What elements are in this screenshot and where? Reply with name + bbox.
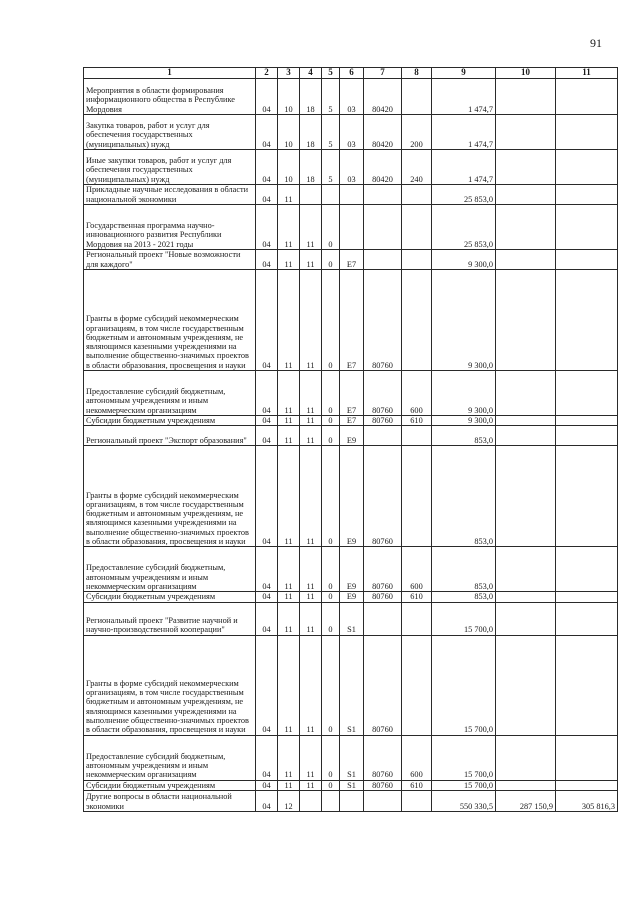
subsection-code: 11: [278, 446, 300, 547]
project-code: S1: [340, 735, 364, 780]
amount-col-11: [556, 426, 618, 446]
subsection-code: 11: [278, 602, 300, 635]
amount-col-10: [496, 780, 556, 790]
table-row: [84, 735, 618, 780]
project-code: S1: [340, 780, 364, 790]
amount-col-9: 25 853,0: [432, 185, 496, 205]
amount-col-9: 550 330,5: [432, 790, 496, 811]
table-row: [84, 426, 618, 446]
row-name: Предоставление субсидий бюджетным, автономным учреждениям и иным некоммерческим организациям: [84, 371, 256, 416]
project-code: Е9: [340, 446, 364, 547]
amount-col-9: 853,0: [432, 547, 496, 592]
column-header: 2: [256, 68, 278, 79]
expense-type-code: 200: [402, 115, 432, 150]
amount-col-11: [556, 635, 618, 735]
expense-type-code: [402, 635, 432, 735]
subsection-code: 11: [278, 205, 300, 250]
expense-type-code: 600: [402, 547, 432, 592]
amount-col-9: 1 474,7: [432, 115, 496, 150]
target-code: [364, 790, 402, 811]
row-name: Гранты в форме субсидий некоммерческим организациям, в том числе государственным бюджетным и автономным учреждениям, не являющимся казенными учреждениями на выполнение общественно-значимых проектов в области образования, просвещения и науки: [84, 270, 256, 371]
subprogram-code: 5: [322, 115, 340, 150]
amount-col-9: 9 300,0: [432, 416, 496, 426]
row-name: Закупка товаров, работ и услуг для обеспечения государственных (муниципальных) нужд: [84, 115, 256, 150]
column-header: 1: [84, 68, 256, 79]
column-header: 8: [402, 68, 432, 79]
subprogram-code: 0: [322, 426, 340, 446]
program-code: 11: [300, 250, 322, 270]
amount-col-9: 853,0: [432, 446, 496, 547]
subsection-code: 12: [278, 790, 300, 811]
expense-type-code: 610: [402, 780, 432, 790]
amount-col-9: 9 300,0: [432, 371, 496, 416]
section-code: 04: [256, 250, 278, 270]
section-code: 04: [256, 592, 278, 602]
amount-col-10: [496, 446, 556, 547]
amount-col-10: [496, 426, 556, 446]
section-code: 04: [256, 602, 278, 635]
program-code: 11: [300, 371, 322, 416]
section-code: 04: [256, 371, 278, 416]
target-code: 80760: [364, 592, 402, 602]
amount-col-11: [556, 205, 618, 250]
table-row: [84, 270, 618, 371]
amount-col-10: [496, 79, 556, 115]
column-header: 7: [364, 68, 402, 79]
row-name: Региональный проект "Новые возможности для каждого": [84, 250, 256, 270]
subsection-code: 11: [278, 547, 300, 592]
subprogram-code: 0: [322, 547, 340, 592]
amount-col-9: 25 853,0: [432, 205, 496, 250]
amount-col-10: [496, 150, 556, 185]
table-row: [84, 79, 618, 115]
subprogram-code: 0: [322, 735, 340, 780]
project-code: Е7: [340, 270, 364, 371]
section-code: 04: [256, 780, 278, 790]
target-code: 80760: [364, 371, 402, 416]
program-code: 11: [300, 416, 322, 426]
amount-col-11: [556, 79, 618, 115]
subsection-code: 11: [278, 416, 300, 426]
subprogram-code: 5: [322, 150, 340, 185]
row-name: Мероприятия в области формирования информационного общества в Республике Мордовия: [84, 79, 256, 115]
amount-col-10: [496, 250, 556, 270]
amount-col-9: 15 700,0: [432, 735, 496, 780]
amount-col-9: 15 700,0: [432, 602, 496, 635]
program-code: [300, 790, 322, 811]
column-header: 6: [340, 68, 364, 79]
subprogram-code: 5: [322, 79, 340, 115]
section-code: 04: [256, 426, 278, 446]
target-code: [364, 250, 402, 270]
target-code: 80420: [364, 79, 402, 115]
section-code: 04: [256, 270, 278, 371]
subprogram-code: [322, 185, 340, 205]
subprogram-code: 0: [322, 446, 340, 547]
row-name: Прикладные научные исследования в области национальной экономики: [84, 185, 256, 205]
expense-type-code: [402, 250, 432, 270]
subsection-code: 11: [278, 780, 300, 790]
subsection-code: 11: [278, 270, 300, 371]
subprogram-code: 0: [322, 250, 340, 270]
program-code: 11: [300, 547, 322, 592]
program-code: 18: [300, 115, 322, 150]
amount-col-9: 15 700,0: [432, 635, 496, 735]
expense-type-code: [402, 205, 432, 250]
amount-col-11: [556, 250, 618, 270]
target-code: 80760: [364, 635, 402, 735]
subprogram-code: 0: [322, 270, 340, 371]
row-name: Предоставление субсидий бюджетным, автономным учреждениям и иным некоммерческим организациям: [84, 547, 256, 592]
amount-col-10: [496, 115, 556, 150]
amount-col-11: [556, 185, 618, 205]
amount-col-10: [496, 416, 556, 426]
target-code: [364, 205, 402, 250]
amount-col-11: [556, 592, 618, 602]
amount-col-10: [496, 547, 556, 592]
column-header: 5: [322, 68, 340, 79]
amount-col-11: [556, 270, 618, 371]
budget-table: [83, 67, 618, 812]
table-header-row: [84, 68, 618, 79]
amount-col-9: 1 474,7: [432, 79, 496, 115]
subsection-code: 11: [278, 250, 300, 270]
section-code: 04: [256, 150, 278, 185]
expense-type-code: [402, 790, 432, 811]
project-code: 03: [340, 79, 364, 115]
project-code: [340, 205, 364, 250]
program-code: [300, 185, 322, 205]
amount-col-11: [556, 150, 618, 185]
section-code: 04: [256, 790, 278, 811]
column-header: 4: [300, 68, 322, 79]
amount-col-11: [556, 371, 618, 416]
amount-col-11: 305 816,3: [556, 790, 618, 811]
target-code: 80420: [364, 115, 402, 150]
subprogram-code: [322, 790, 340, 811]
target-code: [364, 602, 402, 635]
table-row: [84, 150, 618, 185]
amount-col-11: [556, 547, 618, 592]
project-code: Е9: [340, 426, 364, 446]
target-code: 80760: [364, 416, 402, 426]
subsection-code: 11: [278, 735, 300, 780]
target-code: 80760: [364, 735, 402, 780]
target-code: 80760: [364, 780, 402, 790]
row-name: Гранты в форме субсидий некоммерческим организациям, в том числе государственным бюджетным и автономным учреждениям, не являющимся казенными учреждениями на выполнение общественно-значимых проектов в области образования, просвещения и науки: [84, 635, 256, 735]
table-body: [84, 79, 618, 812]
amount-col-11: [556, 416, 618, 426]
program-code: 11: [300, 270, 322, 371]
row-name: Субсидии бюджетным учреждениям: [84, 592, 256, 602]
program-code: 18: [300, 79, 322, 115]
amount-col-11: [556, 446, 618, 547]
amount-col-9: 853,0: [432, 592, 496, 602]
expense-type-code: 600: [402, 735, 432, 780]
target-code: 80760: [364, 547, 402, 592]
subprogram-code: 0: [322, 602, 340, 635]
project-code: S1: [340, 635, 364, 735]
expense-type-code: [402, 426, 432, 446]
row-name: Гранты в форме субсидий некоммерческим организациям, в том числе государственным бюджетным и автономным учреждениям, не являющимся казенными учреждениями на выполнение общественно-значимых проектов в области образования, просвещения и науки: [84, 446, 256, 547]
column-header: 10: [496, 68, 556, 79]
project-code: Е7: [340, 250, 364, 270]
subsection-code: 11: [278, 635, 300, 735]
expense-type-code: [402, 185, 432, 205]
subprogram-code: 0: [322, 635, 340, 735]
program-code: 11: [300, 602, 322, 635]
table-row: [84, 446, 618, 547]
section-code: 04: [256, 635, 278, 735]
program-code: 18: [300, 150, 322, 185]
program-code: 11: [300, 780, 322, 790]
subprogram-code: 0: [322, 205, 340, 250]
subsection-code: 10: [278, 150, 300, 185]
amount-col-10: [496, 185, 556, 205]
row-name: Региональный проект "Развитие научной и научно-производственной кооперации": [84, 602, 256, 635]
expense-type-code: [402, 602, 432, 635]
subsection-code: 11: [278, 185, 300, 205]
amount-col-11: [556, 780, 618, 790]
amount-col-10: [496, 602, 556, 635]
project-code: 03: [340, 115, 364, 150]
row-name: Другие вопросы в области национальной экономики: [84, 790, 256, 811]
expense-type-code: [402, 79, 432, 115]
target-code: [364, 185, 402, 205]
amount-col-10: [496, 270, 556, 371]
project-code: [340, 790, 364, 811]
project-code: Е7: [340, 371, 364, 416]
project-code: 03: [340, 150, 364, 185]
table-row: [84, 780, 618, 790]
amount-col-9: 9 300,0: [432, 270, 496, 371]
target-code: [364, 426, 402, 446]
amount-col-11: [556, 115, 618, 150]
subprogram-code: 0: [322, 371, 340, 416]
section-code: 04: [256, 446, 278, 547]
amount-col-11: [556, 602, 618, 635]
column-header: 11: [556, 68, 618, 79]
table-row: [84, 790, 618, 811]
program-code: 11: [300, 635, 322, 735]
section-code: 04: [256, 115, 278, 150]
expense-type-code: 240: [402, 150, 432, 185]
amount-col-9: 9 300,0: [432, 250, 496, 270]
row-name: Региональный проект "Экспорт образования": [84, 426, 256, 446]
subprogram-code: 0: [322, 416, 340, 426]
amount-col-9: 15 700,0: [432, 780, 496, 790]
section-code: 04: [256, 416, 278, 426]
subsection-code: 11: [278, 592, 300, 602]
subprogram-code: 0: [322, 780, 340, 790]
amount-col-10: [496, 735, 556, 780]
row-name: Государственная программа научно-инновационного развития Республики Мордовия на 2013 - 2021 годы: [84, 205, 256, 250]
row-name: Субсидии бюджетным учреждениям: [84, 780, 256, 790]
section-code: 04: [256, 547, 278, 592]
row-name: Иные закупки товаров, работ и услуг для обеспечения государственных (муниципальных) нужд: [84, 150, 256, 185]
table-row: [84, 250, 618, 270]
subsection-code: 10: [278, 115, 300, 150]
project-code: Е7: [340, 416, 364, 426]
amount-col-10: [496, 592, 556, 602]
table-row: [84, 371, 618, 416]
program-code: 11: [300, 592, 322, 602]
amount-col-11: [556, 735, 618, 780]
section-code: 04: [256, 185, 278, 205]
program-code: 11: [300, 426, 322, 446]
program-code: 11: [300, 735, 322, 780]
program-code: 11: [300, 446, 322, 547]
section-code: 04: [256, 205, 278, 250]
expense-type-code: 610: [402, 592, 432, 602]
column-header: 3: [278, 68, 300, 79]
target-code: 80420: [364, 150, 402, 185]
subprogram-code: 0: [322, 592, 340, 602]
table-row: [84, 635, 618, 735]
target-code: 80760: [364, 446, 402, 547]
column-header: 9: [432, 68, 496, 79]
subsection-code: 10: [278, 79, 300, 115]
table-row: [84, 602, 618, 635]
project-code: S1: [340, 602, 364, 635]
target-code: 80760: [364, 270, 402, 371]
subsection-code: 11: [278, 371, 300, 416]
table-row: [84, 205, 618, 250]
expense-type-code: 600: [402, 371, 432, 416]
project-code: [340, 185, 364, 205]
program-code: 11: [300, 205, 322, 250]
amount-col-10: [496, 205, 556, 250]
amount-col-10: 287 150,9: [496, 790, 556, 811]
section-code: 04: [256, 79, 278, 115]
subsection-code: 11: [278, 426, 300, 446]
table-row: [84, 547, 618, 592]
amount-col-10: [496, 371, 556, 416]
row-name: Субсидии бюджетным учреждениям: [84, 416, 256, 426]
page-number: 91: [590, 36, 602, 50]
expense-type-code: [402, 446, 432, 547]
row-name: Предоставление субсидий бюджетным, автономным учреждениям и иным некоммерческим организациям: [84, 735, 256, 780]
amount-col-9: 1 474,7: [432, 150, 496, 185]
amount-col-10: [496, 635, 556, 735]
table-row: [84, 115, 618, 150]
table-row: [84, 592, 618, 602]
expense-type-code: [402, 270, 432, 371]
project-code: Е9: [340, 547, 364, 592]
table-row: [84, 185, 618, 205]
expense-type-code: 610: [402, 416, 432, 426]
table-row: [84, 416, 618, 426]
section-code: 04: [256, 735, 278, 780]
amount-col-9: 853,0: [432, 426, 496, 446]
project-code: Е9: [340, 592, 364, 602]
